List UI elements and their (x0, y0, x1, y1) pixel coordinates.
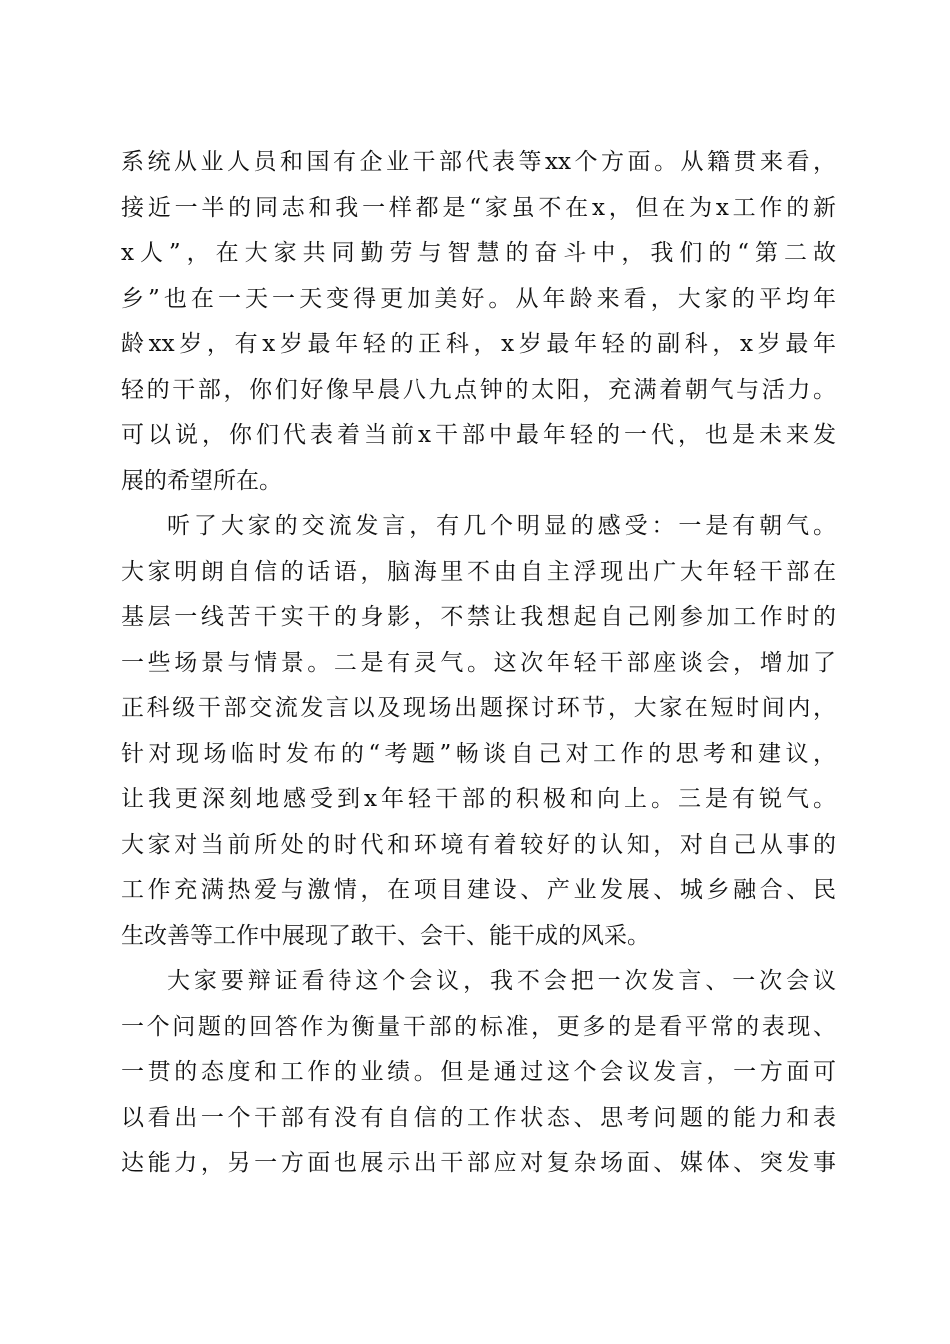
text-line: 一个问题的回答作为衡量干部的标准，更多的是看平常的表现、 (121, 1013, 836, 1040)
text-line: 轻的干部，你们好像早晨八九点钟的太阳，充满着朝气与活力。 (121, 376, 836, 403)
text-line: 听了大家的交流发言，有几个明显的感受：一是有朝气。 (167, 513, 836, 539)
text-line: 大家对当前所处的时代和环境有着较好的认知，对自己从事的 (121, 831, 836, 858)
text-line: 生改善等工作中展现了敢干、会干、能干成的风采。 (121, 922, 650, 949)
text-line: 基层一线苦干实干的身影，不禁让我想起自己刚参加工作时的 (121, 604, 836, 630)
text-line: x人”，在大家共同勤劳与智慧的奋斗中，我们的“第二故 (121, 240, 836, 266)
text-line: 工作充满热爱与激情，在项目建设、产业发展、城乡融合、民 (121, 877, 836, 903)
text-line: 大家明朗自信的话语，脑海里不由自主浮现出广大年轻干部在 (121, 558, 836, 585)
paragraph-2 (121, 504, 836, 959)
text-line: 大家要辩证看待这个会议，我不会把一次发言、一次会议 (167, 968, 836, 994)
text-line: 接近一半的同志和我一样都是“家虽不在x，但在为x工作的新 (121, 194, 836, 221)
text-line: 以看出一个干部有没有自信的工作状态、思考问题的能力和表 (121, 1104, 836, 1131)
text-line: 展的希望所在。 (121, 467, 282, 494)
text-line: 让我更深刻地感受到x年轻干部的积极和向上。三是有锐气。 (121, 786, 836, 812)
paragraph-3 (121, 959, 836, 1187)
text-line: 龄xx岁，有x岁最年轻的正科，x岁最年轻的副科，x岁最年 (121, 331, 836, 357)
text-line: 一贯的态度和工作的业绩。但是通过这个会议发言，一方面可 (121, 1059, 836, 1085)
text-line: 达能力，另一方面也展示出干部应对复杂场面、媒体、突发事 (121, 1150, 836, 1176)
text-line: 一些场景与情景。二是有灵气。这次年轻干部座谈会，增加了 (121, 649, 836, 676)
paragraph-1 (121, 140, 836, 504)
document-body (121, 140, 836, 1187)
text-line: 针对现场临时发布的“考题”畅谈自己对工作的思考和建议， (121, 740, 836, 767)
text-line: 正科级干部交流发言以及现场出题探讨环节，大家在短时间内， (121, 695, 836, 721)
text-line: 可以说，你们代表着当前x干部中最年轻的一代，也是未来发 (121, 422, 836, 448)
text-line: 系统从业人员和国有企业干部代表等xx个方面。从籍贯来看， (121, 149, 836, 175)
text-line: 乡”也在一天一天变得更加美好。从年龄来看，大家的平均年 (121, 285, 836, 312)
